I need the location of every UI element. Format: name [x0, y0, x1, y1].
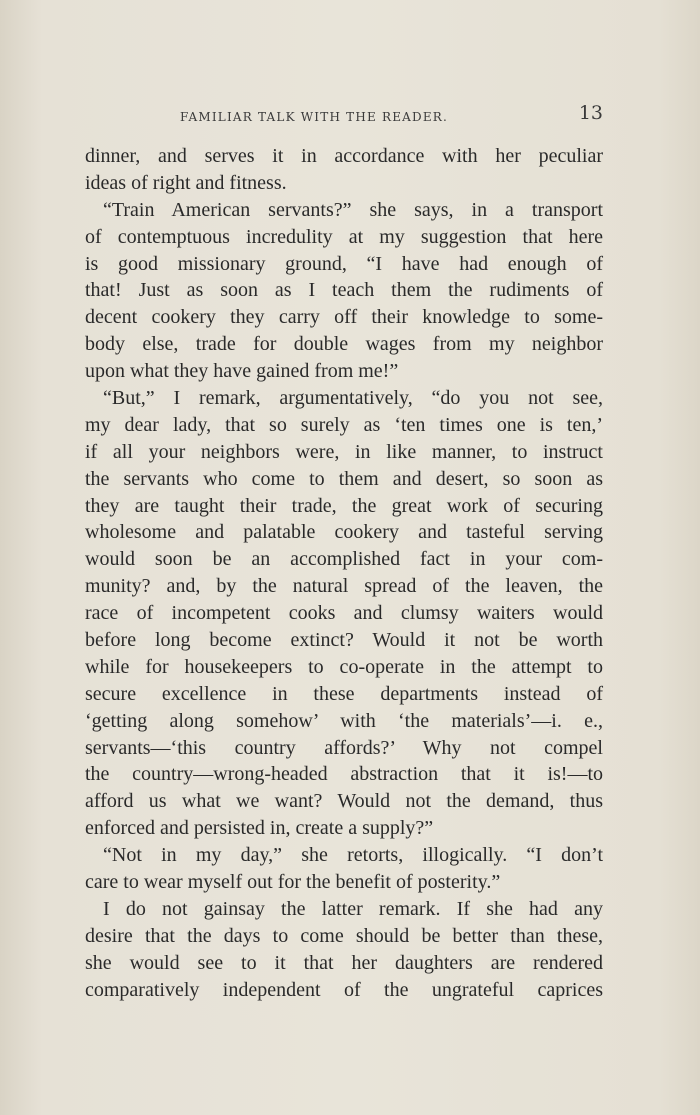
- body-text: [85, 143, 603, 1004]
- text-line: desire that the days to come should be better than these,: [85, 924, 603, 947]
- text-line: while for housekeepers to co-operate in the attempt to: [85, 655, 603, 678]
- text-line: munity? and, by the natural spread of the leaven, the: [85, 575, 603, 598]
- text-line: care to wear myself out for the benefit of posterity.”: [85, 871, 501, 894]
- text-line: decent cookery they carry off their knowledge to some-: [85, 306, 603, 329]
- text-line: that! Just as soon as I teach them the rudiments of: [85, 279, 603, 302]
- text-line: my dear lady, that so surely as ‘ten times one is ten,’: [85, 413, 603, 436]
- page-number: 13: [578, 102, 603, 124]
- text-line: dinner, and serves it in accordance with her peculiar: [85, 145, 603, 167]
- text-line: before long become extinct? Would it not be worth: [85, 629, 603, 652]
- page-header: [85, 100, 603, 130]
- text-line: the servants who come to them and desert, so soon as: [85, 467, 603, 490]
- text-line: of contemptuous incredulity at my suggestion that here: [85, 225, 603, 248]
- text-line: ‘getting along somehow’ with ‘the materials’—i. e.,: [85, 709, 603, 732]
- text-line: servants—‘this country affords?’ Why not compel: [85, 736, 603, 759]
- text-line: the country—wrong-headed abstraction that it is!—to: [85, 763, 603, 786]
- text-line: she would see to it that her daughters are rendered: [85, 951, 603, 974]
- text-line: secure excellence in these departments instead of: [85, 682, 603, 705]
- running-title: FAMILIAR TALK WITH THE READER.: [180, 110, 449, 124]
- text-line: upon what they have gained from me!”: [85, 360, 399, 383]
- text-line: “But,” I remark, argumentatively, “do you not see,: [103, 387, 603, 410]
- text-line: they are taught their trade, the great work of securing: [85, 494, 603, 517]
- text-line: if all your neighbors were, in like manner, to instruct: [85, 440, 603, 463]
- text-line: I do not gainsay the latter remark. If she had any: [103, 897, 603, 920]
- text-line: afford us what we want? Would not the demand, thus: [85, 790, 603, 813]
- text-line: wholesome and palatable cookery and tasteful serving: [85, 521, 603, 544]
- text-line: ideas of right and fitness.: [85, 171, 287, 194]
- text-line: would soon be an accomplished fact in your com-: [85, 548, 603, 571]
- text-line: “Train American servants?” she says, in a transport: [103, 198, 603, 221]
- text-line: body else, trade for double wages from my neighbor: [85, 333, 603, 356]
- text-line: “Not in my day,” she retorts, illogically. “I don’t: [103, 844, 603, 867]
- text-line: is good missionary ground, “I have had enough of: [85, 252, 603, 275]
- text-line: race of incompetent cooks and clumsy waiters would: [85, 602, 603, 625]
- text-line: enforced and persisted in, create a supply?”: [85, 817, 434, 840]
- text-line: comparatively independent of the ungrateful caprices: [85, 978, 603, 1001]
